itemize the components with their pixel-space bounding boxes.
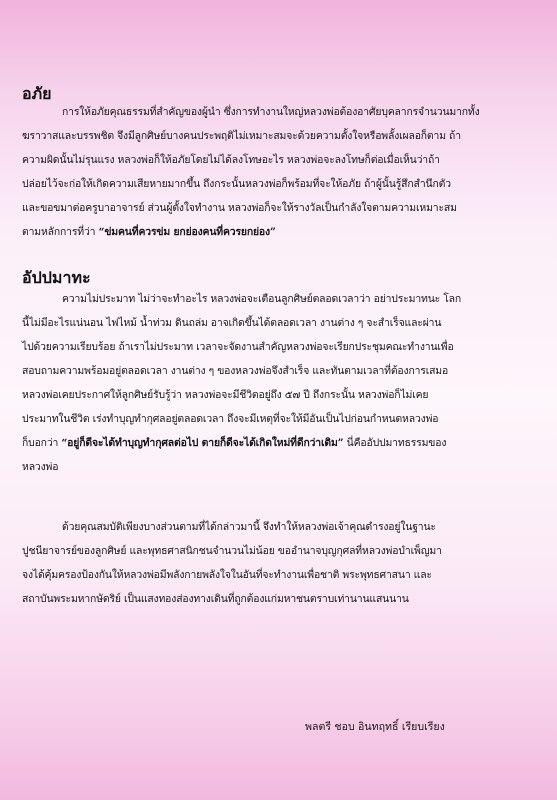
paragraph-line: ประมาทในชีวิต เร่งทำบุญทำกุศลอยู่ตลอดเวลา ถึงจะมีเหตุที่จะให้มีอันเป็นไปก่อนกำหนดหลวงพ่อ — [22, 413, 439, 425]
paragraph-line: หลวงพ่อ — [22, 461, 59, 473]
paragraph-line: สอบถามความพร้อมอยู่ตลอดเวลา งานต่าง ๆ ของหลวงพ่อจึงสำเร็จ และทันตามเวลาที่ต้องการเสมอ — [22, 365, 449, 377]
paragraph-line — [22, 226, 276, 239]
section-heading-forgiveness: อภัย — [22, 84, 52, 103]
paragraph-line: หลวงพ่อเคยประกาศให้ลูกศิษย์รับรู้ว่า หลวงพ่อจะมีชีวิตอยู่ถึง ๕๗ ปี ถึงกระนั้น หลวงพ่อก็ไม่เคย — [22, 389, 429, 401]
paragraph-text: ตามหลักการที่ว่า — [22, 226, 99, 238]
paragraph-line: นี้ไม่มีอะไรแน่นอน ไฟไหม้ น้ำท่วม ดินถล่ม อาจเกิดขึ้นได้ตลอดเวลา งานต่าง ๆ จะสำเร็จและผ่าน — [22, 317, 442, 329]
author-signature-line: พลตรี ชอบ อินทฤทธิ์ เรียบเรียง — [305, 721, 445, 733]
paragraph-text: ก็บอกว่า — [22, 437, 62, 449]
section-heading-heedfulness: อัปปมาทะ — [22, 268, 91, 287]
paragraph-line: ปล่อยไว้จะก่อให้เกิดความเสียหายมากขึ้น ถึงกระนั้นหลวงพ่อก็พร้อมที่จะให้อภัย ถ้าผู้นั้นรู้สึกสำนึกตัว — [22, 178, 451, 190]
paragraph-line: จงได้คุ้มครองป้องกันให้หลวงพ่อมีพลังกายพลังใจในอันที่จะทำงานเพื่อชาติ พระพุทธศาสนา และ — [22, 569, 432, 581]
paragraph-line: และขอขมาต่อครูบาอาจารย์ ส่วนผู้ตั้งใจทำงาน หลวงพ่อก็จะให้รางวัลเป็นกำลังใจตามความเหมาะสม — [22, 202, 457, 214]
paragraph-line: ความผิดนั้นไม่รุนแรง หลวงพ่อก็ให้อภัยโดยไม่ได้ลงโทษอะไร หลวงพ่อจะลงโทษก็ต่อเมื่อเห็นว่าถ้า — [22, 154, 440, 166]
quoted-motto: “ข่มคนที่ควรข่ม ยกย่องคนที่ควรยกย่อง” — [98, 226, 276, 238]
paragraph-line: ฆราวาสและบรรพชิต จึงมีลูกศิษย์บางคนประพฤติไม่เหมาะสมจะด้วยความตั้งใจหรือพลั้งเผลอก็ตาม ถ้า — [22, 130, 461, 142]
paragraph-line: ความไม่ประมาท ไม่ว่าจะทำอะไร หลวงพ่อจะเตือนลูกศิษย์ตลอดเวลาว่า อย่าประมาทนะ โลก — [62, 293, 462, 305]
paragraph-text: นี่คืออัปปมาทธรรมของ — [343, 437, 447, 449]
quoted-saying: “อยู่ก็ดีจะได้ทำบุญทำกุศลต่อไป ตายก็ดีจะได้เกิดใหม่ที่ดีกว่าเดิม” — [61, 437, 344, 449]
paragraph-line: ปูชนียาจารย์ของลูกศิษย์ และพุทธศาสนิกชนจำนวนไม่น้อย ขออำนาจบุญกุศลที่หลวงพ่อบำเพ็ญมา — [22, 545, 442, 557]
paragraph-line: สถาบันพระมหากษัตริย์ เป็นแสงทองส่องทางเดินที่ถูกต้องแก่มหาชนตราบเท่านานแสนนาน — [22, 593, 409, 605]
paragraph-line — [22, 437, 446, 450]
paragraph-line: ด้วยคุณสมบัติเพียงบางส่วนตามที่ได้กล่าวมานี้ จึงทำให้หลวงพ่อเจ้าคุณดำรงอยู่ในฐานะ — [62, 521, 436, 533]
paragraph-line: การให้อภัยคุณธรรมที่สำคัญของผู้นำ ซึ่งการทำงานใหญ่หลวงพ่อต้องอาศัยบุคลากรจำนวนมากทั้ง — [62, 106, 480, 118]
paragraph-line: ไปด้วยความเรียบร้อย ถ้าเราไม่ประมาท เวลาจะจัดงานสำคัญหลวงพ่อจะเรียกประชุมคณะทำงานเพื่อ — [22, 341, 454, 353]
